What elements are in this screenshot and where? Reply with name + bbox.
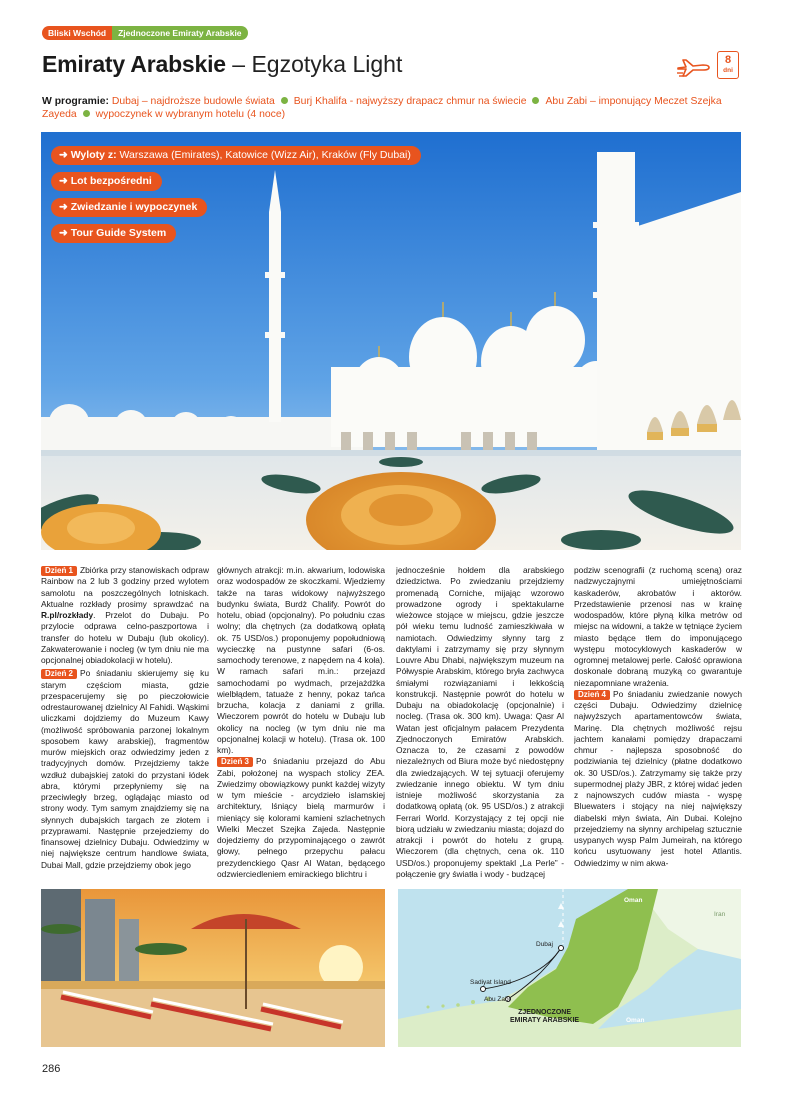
day-1 xyxy=(41,565,209,666)
program-item: Abu Zabi – imponujący Meczet Szejka Zayeda xyxy=(42,96,722,120)
breadcrumb-country[interactable]: Zjednoczone Emiraty Arabskie xyxy=(112,26,247,40)
day-text: Po śniadaniu skierujemy się ku starym częściom miasta, gdzie przespacerujemy się po pieczołowicie odrestaurowanej dzielnicy Al Fahidi. Wąskimi uliczkami dojdziemy do Muzeum Kawy (możliwość spróbowania parzonej lokalnym sposobem kawy arabskiej), fragmentów murów miejskich oraz odwiedzimy jeden z tradycyjnych domów. Przejdziemy także wzdłuż dubajskiej zatoki do przystani łódek abra, którymi przepłyniemy się na przeciwległy brzeg, oglądając miasto od strony wody. Tym samym znajdziemy się na słynnych dubajskich targach ze złotem i przyprawami. Następnie przejedziemy do finansowej dzielnicy Dubaju. Odwiedzimy w niej największe centrum handlowe świata, Dubai Mall, gdzie przejdziemy obok jego xyxy=(41,668,209,870)
pill-bold: ➜ Tour Guide System xyxy=(59,227,167,239)
route-map xyxy=(398,889,741,1047)
pill-bold: ➜ Lot bezpośredni xyxy=(59,175,152,187)
day-text-continued: podziw scenografii (z ruchomą sceną) oraz nadzwyczajnymi umiejętnościami kaskaderów, akrobatów i aktorów. Przedstawienie przenosi nas w krainę wodospadów, które płyną kilka metrów od miejsc na widowni, a także w tętniące życiem miasto będące tłem do imponującego występu motocyklowych kaskaderów w ogromnej metalowej perle. Całość oprawiona doskonale dobraną muzyką co gwarantuje niezapomniane wrażenia. xyxy=(574,565,742,688)
day-text: Zbiórka przy stanowiskach odpraw Rainbow na 2 lub 3 godziny przed wylotem samolotu na poszczególnych lotniskach. Aktualne rozkłady prosimy sprawdzać na xyxy=(41,565,209,609)
pill-departures xyxy=(51,146,421,165)
day-text: Po śniadaniu przejazd do Abu Zabi, położonej na wyspach stolicy ZEA. Zwiedzimy obowiązkowy punkt każdej wizyty w tym mieście - arcydzieło islamskiej architektury, lśniący bielą marmurów i mieniący się kolorami kamieni szlachetnych Wielki Meczet Szejka Zajeda. Następnie dojedziemy do przypominającego o zawrót głowy, pełnego przepychu pałacu prezydenckiego Qasr Al Watan, będącego odzwierciedleniem emirackiego blichtru i xyxy=(217,756,385,879)
schedule-link[interactable]: R.pl/rozkłady xyxy=(41,610,94,620)
day-text: . Przelot do Dubaju. Po przylocie odprawa celno-paszportowa i transfer do hotelu w Dubaju (lub okolicy). Zakwaterowanie i nocleg (w tym dniu nie ma opcjonalnej obiadokolacji w hotelu). xyxy=(41,610,209,665)
program-item: Dubaj – najdroższe budowle świata xyxy=(111,96,275,107)
day-text-continued: jednocześnie hołdem dla arabskiego dziedzictwa. Po zwiedzaniu przejdziemy promenadą Corniche, mijając wzorowo prowadzone ogrody i spektakularne wieżowce stojące w miejscu, gdzie jeszcze pół wieku temu ludność zamieszkiwała w namiotach. Odwiedzimy słynny targ z daktylami i zatrzymamy się przy słynnym Louvre Abu Dhabi, największym muzeum na Półwyspie Arabskim, którego bryła zachwyca śmiałymi rozwiązaniami i lekkością konstrukcji. Następnie powrót do hotelu w Dubaju na obiadokolację (opcjonalnie) i nocleg. (Trasa ok. 300 km). Uwaga: Qasr Al Watan jest oficjalnym pałacem Prezydenta Zjednoczonych Emiratów Arabskich. Oznacza to, że czasami z powodów niezależnych od Biura może być niedostępny dla zwiedzających. W tej sytuacji oferujemy zwiedzanie innego obiektu. W tym dniu istnieje możliwość skorzystania za dodatkową opłatą (ok. 95 USD/os.) z atrakcji Ferrari World. Korzystający z tej opcji nie biorą udziału w zwiedzaniu miasta; dojazd do atrakcji i powrót do hotelu z grupą. Wieczorem (dla chętnych, cena ok. 110 USD/os.) proponujemy spektakl „La Perle” - połączenie gry światła i wody - budzącej xyxy=(396,565,564,879)
bullet-dot-icon xyxy=(83,110,90,117)
map-label-abu-dhabi: Abu Zabi xyxy=(484,996,511,1003)
program-item: wypoczynek w wybranym hotelu (4 noce) xyxy=(95,109,286,120)
breadcrumb xyxy=(42,26,248,40)
days-number: 8 xyxy=(724,54,732,66)
title-light: – Egzotyka Light xyxy=(232,51,403,77)
day-4 xyxy=(574,689,742,869)
map-country-label xyxy=(510,1009,579,1025)
map-label-iran: Iran xyxy=(714,911,726,918)
title-strong: Emiraty Arabskie xyxy=(42,51,226,77)
page-number: 286 xyxy=(42,1063,61,1075)
map-label-dubai: Dubaj xyxy=(536,941,553,948)
plane-icon xyxy=(676,54,710,78)
map-label-sadiyat: Sadiyat Island xyxy=(470,979,511,986)
beach-illustration xyxy=(41,889,385,1047)
map-country-line: ZJEDNOCZONE xyxy=(518,1009,571,1016)
pill-sightseeing xyxy=(51,198,207,217)
pill-bold: ➜ Wyloty z: xyxy=(59,149,117,161)
day-tag: Dzień 1 xyxy=(41,566,77,576)
pill-bold: ➜ Zwiedzanie i wypoczynek xyxy=(59,201,198,213)
bullet-dot-icon xyxy=(281,97,288,104)
hero-feature-pills xyxy=(51,146,421,250)
hero-mosque-photo xyxy=(41,132,741,550)
day-text-continued: głównych atrakcji: m.in. akwarium, lodowiska oraz wodospadów ze skoczkami. Wjedziemy także na taras widokowy najwyższego budynku świata, Burdż Chalify. Powrót do hotelu, obiad (opcjonalny). Po południu czas wolny; dla chętnych (za dodatkową opłatą ok. 75 USD/os.) proponujemy popołudniową wycieczkę na pustynne safari (6-os. samochody terenowe, z napędem na 4 koła). W ramach safari m.in.: przejazd samochodami po wydmach, przejażdżka wielbłądem, tatuaże z henny, pokaz tańca brzucha, kolacja z daniami z grilla. Wieczorem powrót do hotelu w Dubaju lub okolicy na nocleg (w tym dniu nie ma opcjonalnej kolacji w hotelu). (Trasa ok. 100 km). xyxy=(217,565,385,755)
itinerary-column-1 xyxy=(41,565,209,871)
map-sea-label: Oman xyxy=(626,1017,645,1024)
day-text: Po śniadaniu zwiedzanie nowych części Dubaju. Odwiedzimy dzielnicę najwyższych apartamentowców świata, Marinę. Dla chętnych możliwość rejsu jachtem kanałami pomiędzy drapaczami chmur - najlepsza sposobność do podziwiania tej dzielnicy (płatne dodatkowo ok. 30 USD/os.). Zatrzymamy się także przy supermodnej plaży JBR, z której widać jeden z najnowszych cudów miasta - wyspę Bluewaters i stojący na niej największy diabelski młyn świata, Ain Dubai. Kolejno przejedziemy na słynny archipelag sztucznie usypanych wysp Palm Jumeirah, na którego końcu usytuowany jest hotel Atlantis. Odwiedzimy w nim akwa- xyxy=(574,688,742,868)
day-3 xyxy=(217,756,385,880)
days-label: dni xyxy=(723,67,733,74)
day-tag: Dzień 4 xyxy=(574,690,610,700)
bullet-dot-icon xyxy=(532,97,539,104)
days-badge xyxy=(717,51,739,79)
itinerary-column-4 xyxy=(574,565,742,869)
map-country-line: EMIRATY ARABSKIE xyxy=(510,1017,580,1024)
map-sea-label: Oman xyxy=(624,897,643,904)
pill-tour-guide xyxy=(51,224,176,243)
day-tag: Dzień 2 xyxy=(41,669,77,679)
breadcrumb-region[interactable]: Bliski Wschód xyxy=(42,26,112,40)
itinerary-column-2 xyxy=(217,565,385,880)
page-title xyxy=(42,50,402,78)
program-label: W programie: xyxy=(42,96,109,107)
itinerary-column-3 xyxy=(396,565,564,880)
beach-photo xyxy=(41,889,385,1047)
day-tag: Dzień 3 xyxy=(217,757,253,767)
pill-direct-flight xyxy=(51,172,162,191)
program-item: Burj Khalifa - najwyższy drapacz chmur na świecie xyxy=(293,96,527,107)
day-2 xyxy=(41,668,209,871)
pill-text: Warszawa (Emirates), Katowice (Wizz Air), Kraków (Fly Dubai) xyxy=(116,149,411,161)
program-summary xyxy=(42,95,742,121)
